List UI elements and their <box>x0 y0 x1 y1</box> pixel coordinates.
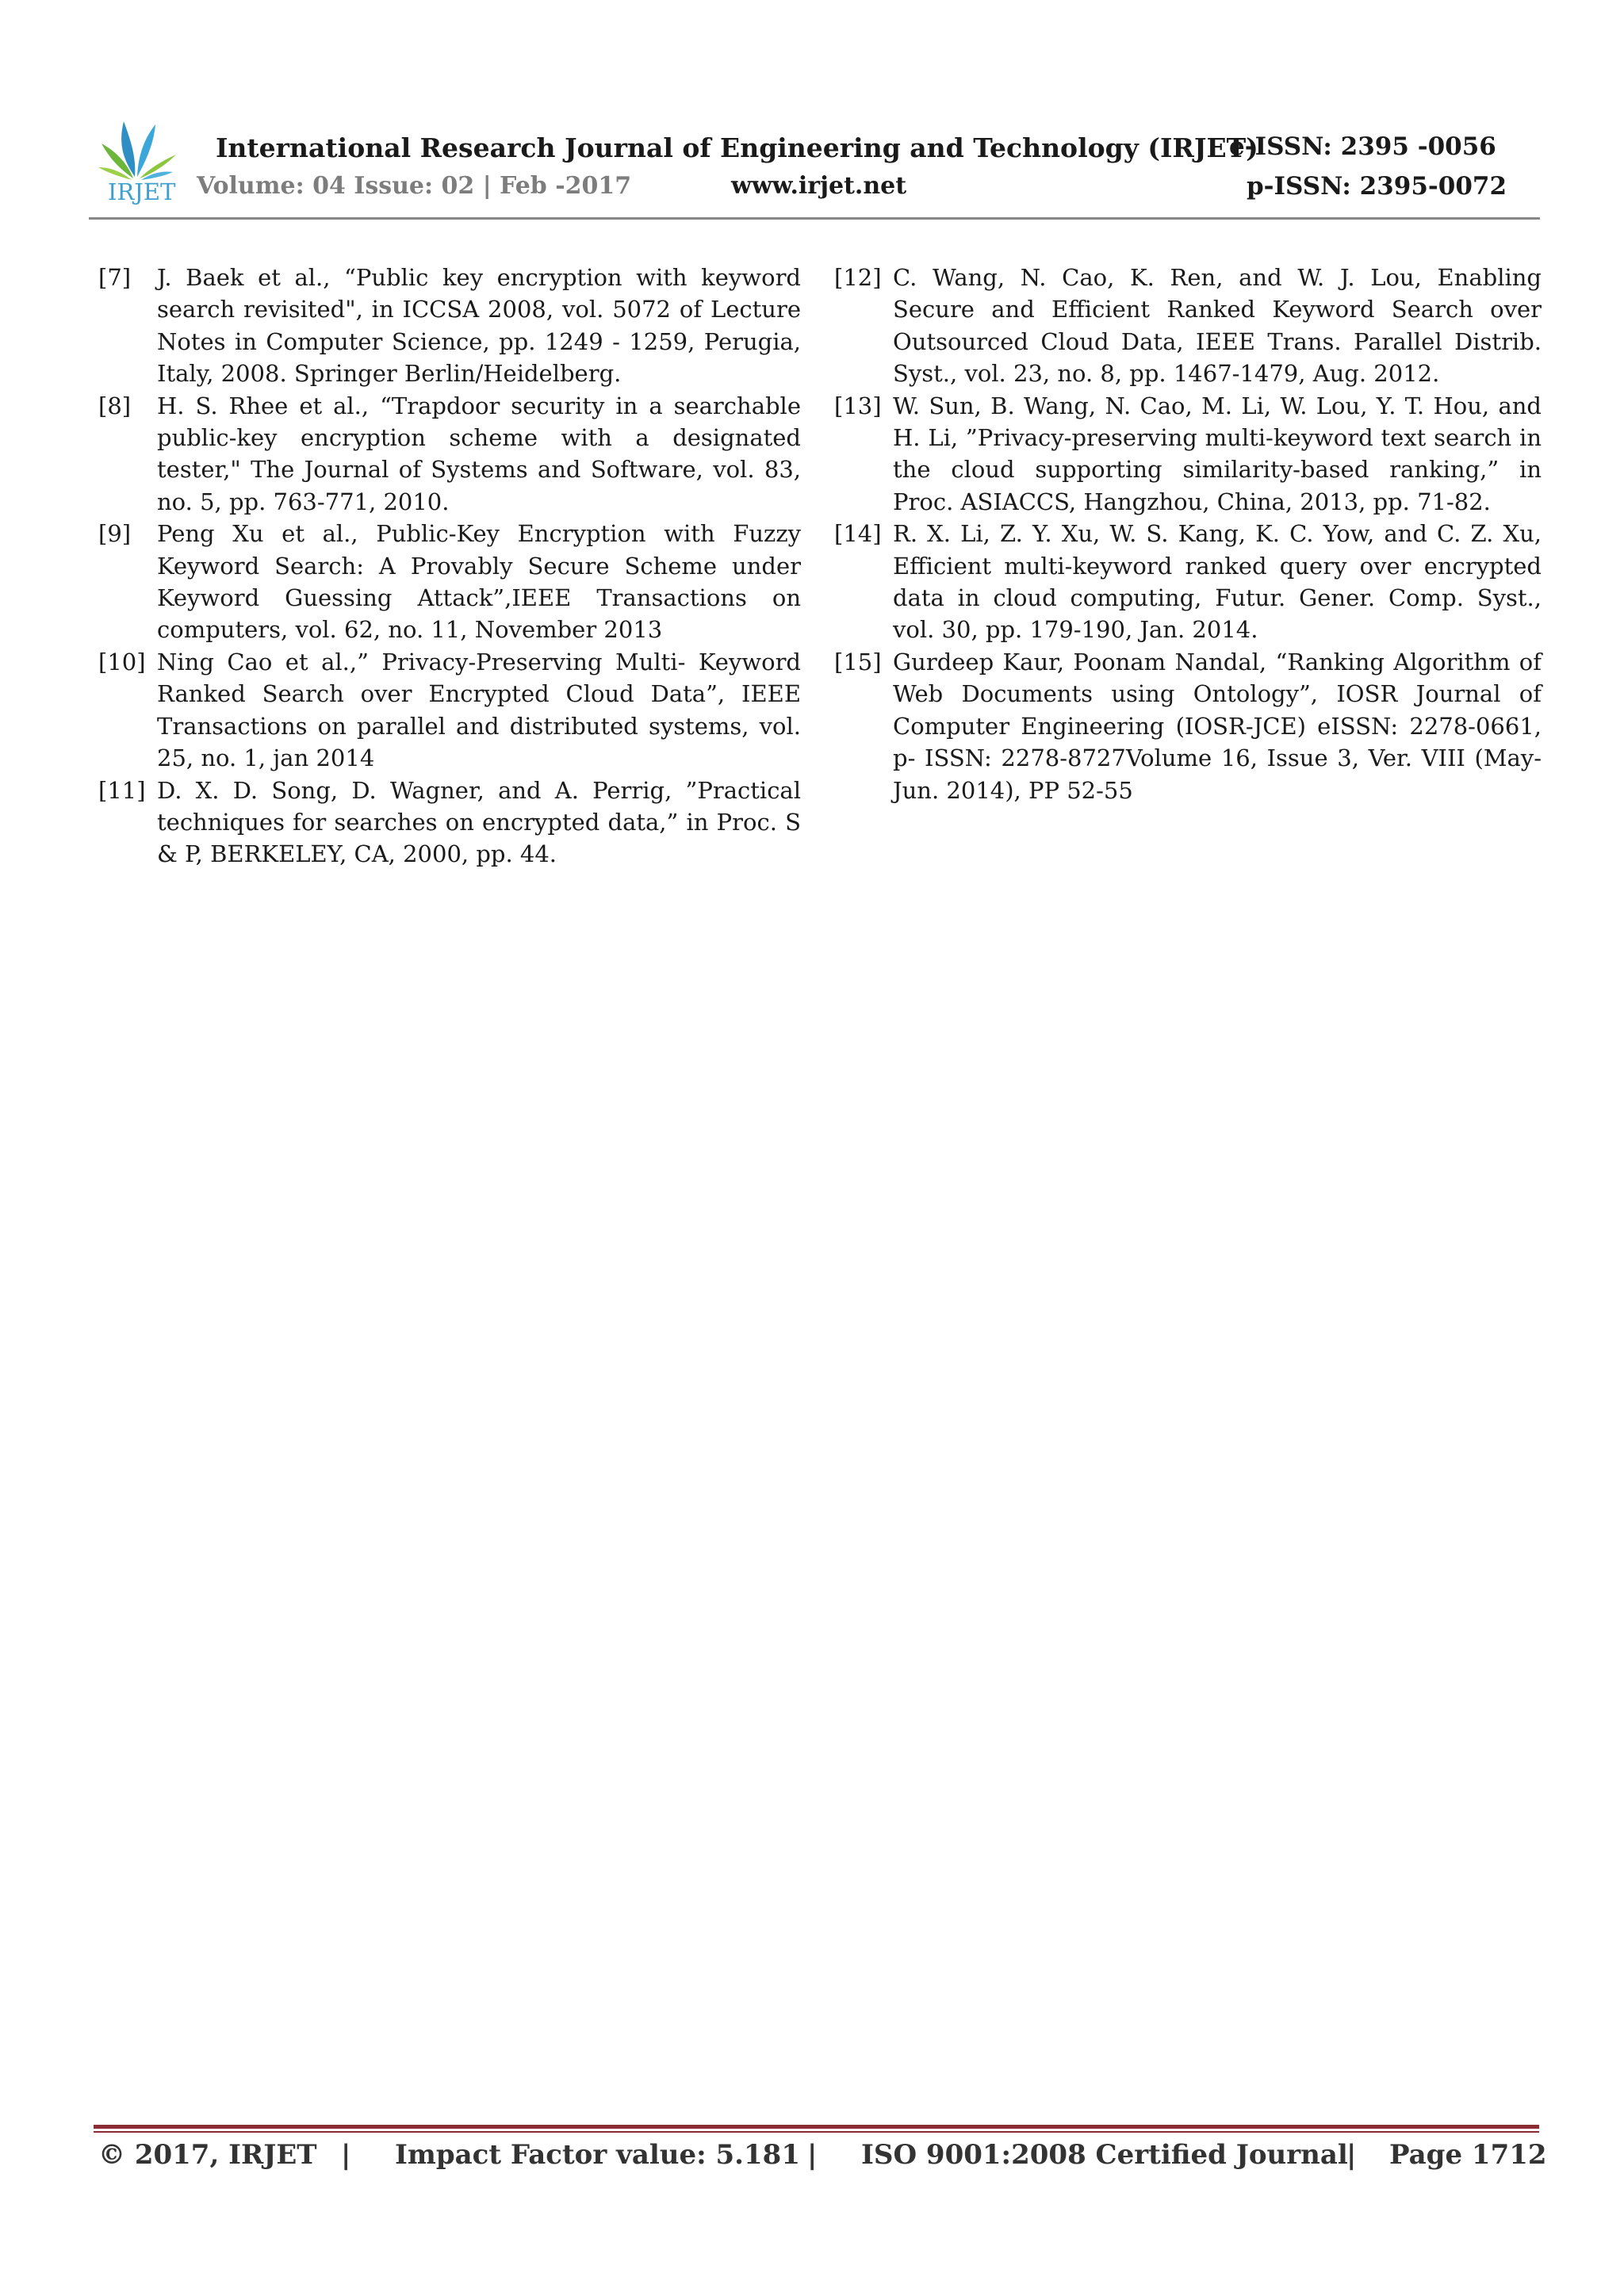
reference-text: J. Baek et al., “Public key encryption with keyword search revisited", in ICCSA 2008, vol. 5072 of Lecture Notes in Computer Science, pp. 1249 - 1259, Perugia, Italy, 2008. Springer Berlin/Heidelberg. <box>157 264 801 388</box>
reference-number: [15] <box>834 648 882 675</box>
reference-text: Ning Cao et al.,” Privacy-Preserving Multi- Keyword Ranked Search over Encrypted Cloud Data”, IEEE Transactions on parallel and distributed systems, vol. 25, no. 1, jan 2014 <box>157 648 801 772</box>
footer-iso: ISO 9001:2008 Certified Journal <box>861 2139 1348 2171</box>
reference-text: C. Wang, N. Cao, K. Ren, and W. J. Lou, Enabling Secure and Efficient Ranked Keyword Search over Outsourced Cloud Data, IEEE Trans. Parallel Distrib. Syst., vol. 23, no. 8, pp. 1467-1479, Aug. 2012. <box>893 264 1542 388</box>
reference-text: Peng Xu et al., Public-Key Encryption with Fuzzy Keyword Search: A Provably Secure Scheme under Keyword Guessing Attack”,IEEE Transactions on computers, vol. 62, no. 11, November 2013 <box>157 520 801 644</box>
header-divider <box>89 217 1540 220</box>
reference-text: H. S. Rhee et al., “Trapdoor security in a searchable public-key encryption scheme with a designated tester," The Journal of Systems and Software, vol. 83, no. 5, pp. 763-771, 2010. <box>157 392 801 515</box>
reference-item <box>834 262 1542 390</box>
reference-number: [13] <box>834 392 882 419</box>
reference-number: [8] <box>98 392 132 419</box>
reference-item <box>98 390 801 519</box>
reference-item <box>98 775 801 871</box>
references-right-column <box>834 262 1542 806</box>
reference-text: W. Sun, B. Wang, N. Cao, M. Li, W. Lou, Y. T. Hou, and H. Li, ”Privacy-preserving multi-keyword text search in the cloud supporting similarity-based ranking,” in Proc. ASIACCS, Hangzhou, China, 2013, pp. 71-82. <box>893 392 1542 515</box>
journal-title: International Research Journal of Engineering and Technology (IRJET) <box>216 132 1258 163</box>
reference-text: D. X. D. Song, D. Wagner, and A. Perrig, ”Practical techniques for searches on encrypted data,” in Proc. S & P, BERKELEY, CA, 2000, pp. 44. <box>157 776 801 868</box>
p-issn: p-ISSN: 2395-0072 <box>1247 172 1507 201</box>
footer-separator: | <box>1346 2139 1357 2171</box>
reference-number: [11] <box>98 776 146 804</box>
reference-number: [7] <box>98 264 132 291</box>
reference-item <box>834 518 1542 646</box>
reference-number: [10] <box>98 648 146 675</box>
reference-number: [9] <box>98 520 132 548</box>
footer-separator: | <box>807 2139 818 2171</box>
website-link[interactable]: www.irjet.net <box>731 172 907 200</box>
e-issn: e-ISSN: 2395 -0056 <box>1229 132 1496 161</box>
page-footer <box>98 2139 1547 2179</box>
footer-copyright: © 2017, IRJET <box>98 2139 317 2171</box>
reference-text: Gurdeep Kaur, Poonam Nandal, “Ranking Algorithm of Web Documents using Ontology”, IOSR Journal of Computer Engineering (IOSR-JCE) eISSN: 2278-0661, p- ISSN: 2278-8727Volume 16, Issue 3, Ver. VIII (May-Jun. 2014), PP 52-55 <box>893 648 1542 804</box>
volume-issue: Volume: 04 Issue: 02 | Feb -2017 <box>197 172 632 200</box>
references-left-column <box>98 262 801 871</box>
footer-divider <box>94 2125 1539 2129</box>
reference-item <box>834 646 1542 806</box>
page-header <box>89 115 1540 218</box>
footer-separator: | <box>341 2139 351 2171</box>
reference-item <box>98 262 801 390</box>
reference-item <box>98 518 801 646</box>
reference-item <box>98 646 801 775</box>
reference-number: [12] <box>834 264 882 291</box>
reference-text: R. X. Li, Z. Y. Xu, W. S. Kang, K. C. Yow, and C. Z. Xu, Efficient multi-keyword ranked query over encrypted data in cloud computing, Futur. Gener. Comp. Syst., vol. 30, pp. 179-190, Jan. 2014. <box>893 520 1542 644</box>
footer-page-number: Page 1712 <box>1389 2139 1547 2171</box>
irjet-logo <box>94 115 181 214</box>
reference-number: [14] <box>834 520 882 548</box>
reference-item <box>834 390 1542 519</box>
footer-impact-factor: Impact Factor value: 5.181 <box>395 2139 800 2171</box>
footer-divider-thin <box>94 2131 1539 2133</box>
logo-leaves-icon <box>94 115 181 186</box>
logo-text: IRJET <box>108 178 176 205</box>
